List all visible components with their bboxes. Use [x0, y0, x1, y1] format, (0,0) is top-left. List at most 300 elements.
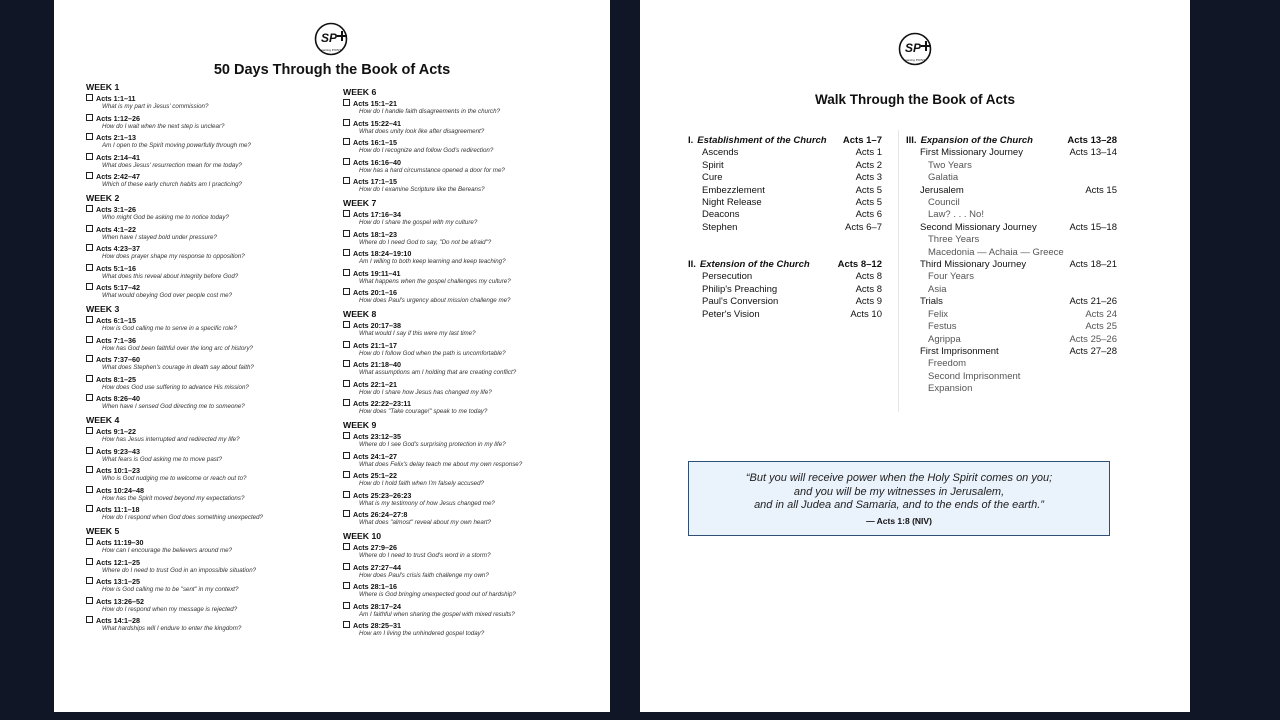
reading-reference: Acts 17:1–15: [353, 177, 397, 186]
reading-row: [343, 230, 603, 239]
outline-row: [688, 185, 882, 197]
outline-reference: Acts 8: [855, 271, 882, 283]
reading-item: [86, 616, 346, 633]
reflection-question: How has Jesus interrupted and redirected my life?: [102, 436, 240, 443]
reading-row: [86, 114, 346, 123]
checkbox[interactable]: [343, 177, 350, 184]
reading-item: [86, 244, 346, 261]
checkbox[interactable]: [343, 602, 350, 609]
section-title: Extension of the Church: [699, 259, 810, 270]
outline-section-expansion: [906, 135, 1117, 396]
quote-text: [689, 472, 1109, 513]
outline-reference: Acts 15–18: [1069, 221, 1117, 233]
reflection-question: What would I say if this were my last time?: [359, 330, 476, 337]
reflection-question: How do I examine Scripture like the Bereans?: [359, 186, 485, 193]
outline-row: [906, 271, 1117, 283]
checkbox[interactable]: [86, 94, 93, 101]
checkbox[interactable]: [86, 283, 93, 290]
checkbox[interactable]: [343, 399, 350, 406]
reading-item: [86, 264, 346, 281]
reflection-question: What does Felix's delay teach me about my own response?: [359, 460, 523, 468]
reading-item: [86, 225, 346, 242]
outline-label: Peter's Vision: [702, 308, 760, 320]
reading-item: [86, 394, 346, 411]
outline-row: [906, 309, 1117, 321]
reflection-question: Which of these early church habits am I practicing?: [102, 181, 242, 188]
outline-label: Galatia: [928, 172, 959, 184]
section-number: III.: [906, 135, 917, 146]
week-heading: WEEK 9: [343, 420, 377, 430]
reading-item: [86, 336, 346, 353]
reading-reference: Acts 22:1–21: [353, 379, 397, 389]
checkbox[interactable]: [86, 153, 93, 160]
reading-reference: Acts 6:1–15: [96, 316, 136, 325]
outline-reference: Acts 15: [1085, 184, 1117, 196]
reading-item: [86, 355, 346, 372]
section-number: I.: [688, 135, 694, 146]
reading-row: [343, 288, 603, 297]
checkbox[interactable]: [86, 394, 93, 401]
outline-row: [688, 197, 882, 209]
column-divider: [898, 130, 899, 412]
week-heading: WEEK 10: [343, 531, 382, 541]
reading-reference: Acts 2:14–41: [96, 152, 140, 162]
reflection-question: Where do I need God to say, "Do not be afraid"?: [359, 238, 492, 246]
reading-reference: Acts 28:17–24: [353, 601, 401, 611]
outline-row: [906, 358, 1117, 370]
checkbox[interactable]: [86, 172, 93, 179]
week-heading: WEEK 5: [86, 526, 120, 536]
week-heading: WEEK 3: [86, 304, 120, 314]
outline-label: Cure: [702, 172, 723, 184]
reflection-question: When have I sensed God directing me to someone?: [102, 403, 245, 410]
checkbox[interactable]: [343, 119, 350, 126]
outline-label: Expansion: [928, 383, 973, 395]
reading-row: [86, 225, 346, 234]
outline-section-extension: [688, 259, 882, 321]
reading-row: [86, 205, 346, 214]
outline-row: [906, 197, 1117, 209]
reading-reference: Acts 19:11–41: [353, 268, 401, 278]
outline-row: [906, 160, 1117, 172]
outline-row: [688, 271, 882, 283]
reading-row: [343, 452, 603, 461]
outline-row: [688, 147, 882, 159]
reading-item: [343, 269, 603, 286]
checkbox[interactable]: [86, 427, 93, 434]
reading-row: [86, 133, 346, 142]
reading-item: [86, 558, 346, 575]
weeks-column-left: [86, 82, 346, 636]
reading-reference: Acts 9:23–43: [96, 446, 140, 456]
reading-row: [86, 538, 346, 547]
reflection-question: Where do I see God's surprising protection in my life?: [359, 441, 506, 448]
checkbox[interactable]: [86, 375, 93, 382]
page-title: 50 Days Through the Book of Acts: [213, 62, 451, 78]
week-heading: WEEK 6: [343, 87, 377, 97]
reflection-question: How do I share how Jesus has changed my life?: [359, 388, 492, 396]
checkbox[interactable]: [343, 269, 350, 276]
reading-row: [86, 336, 346, 345]
acts-outline-page: [640, 0, 1190, 712]
reflection-question: Where do I need to trust God in an impossible situation?: [102, 566, 257, 574]
reflection-question: How does Paul's urgency about mission challenge me?: [359, 297, 511, 304]
reading-item: [343, 510, 603, 527]
outline-reference: Acts 9: [855, 296, 882, 308]
outline-row: [906, 383, 1117, 395]
reflection-question: What hardships will I endure to enter the kingdom?: [102, 625, 242, 632]
reading-item: [86, 577, 346, 594]
reading-reference: Acts 22:22–23:11: [353, 399, 411, 408]
checkbox[interactable]: [343, 230, 350, 237]
outline-reference: Acts 1: [855, 147, 882, 159]
week-heading: WEEK 7: [343, 198, 377, 208]
reading-reference: Acts 4:23–37: [96, 244, 140, 253]
reflection-question: What does unity look like after disagreement?: [359, 127, 485, 135]
reading-row: [86, 283, 346, 292]
outline-row: [906, 222, 1117, 234]
checkbox[interactable]: [343, 563, 350, 570]
reading-reference: Acts 15:1–21: [353, 99, 397, 108]
checkbox[interactable]: [86, 447, 93, 454]
reflection-question: How do I hold faith when I'm falsely accused?: [359, 480, 484, 487]
reflection-question: How do I recognize and follow God's redirection?: [359, 147, 494, 154]
reading-reference: Acts 8:26–40: [96, 394, 140, 403]
outline-label: Festus: [928, 321, 957, 333]
reading-reference: Acts 12:1–25: [96, 557, 140, 567]
church-logo: [314, 22, 348, 56]
reading-reference: Acts 11:19–30: [96, 538, 144, 547]
checkbox[interactable]: [86, 225, 93, 232]
outline-label: Four Years: [928, 271, 974, 283]
checkbox[interactable]: [343, 380, 350, 387]
reading-row: [86, 427, 346, 436]
reading-row: [86, 264, 346, 273]
reflection-question: How does Paul's crisis faith challenge my own?: [359, 571, 489, 579]
checkbox[interactable]: [343, 341, 350, 348]
checkbox[interactable]: [86, 244, 93, 251]
weeks-column-right: [343, 87, 603, 641]
checkbox[interactable]: [86, 133, 93, 140]
week-heading: WEEK 8: [343, 309, 377, 319]
reading-row: [343, 249, 603, 258]
reading-item: [86, 375, 346, 392]
reading-item: [86, 172, 346, 189]
reflection-question: How can I encourage the believers around me?: [102, 547, 233, 554]
reflection-question: How does God use suffering to advance His mission?: [102, 383, 249, 391]
outline-row: [688, 172, 882, 184]
outline-label: Embezzlement: [702, 184, 765, 196]
reading-item: [86, 114, 346, 131]
outline-label: Macedonia — Achaia — Greece: [928, 246, 1064, 258]
reading-item: [343, 621, 603, 638]
reading-reference: Acts 13:26–52: [96, 596, 144, 606]
outline-reference: Acts 25–26: [1069, 333, 1117, 345]
reading-item: [343, 99, 603, 116]
section-heading: [906, 135, 1117, 147]
reflection-question: How do I wait when the next step is unclear?: [102, 122, 225, 130]
quote-citation: — Acts 1:8 (NIV): [866, 515, 932, 526]
section-title: Expansion of the Church: [920, 135, 1033, 146]
reflection-question: How has God been faithful over the long arc of history?: [102, 344, 253, 352]
outline-label: First Imprisonment: [920, 345, 999, 357]
checkbox[interactable]: [86, 597, 93, 604]
reading-reference: Acts 3:1–26: [96, 205, 136, 214]
reading-item: [86, 427, 346, 444]
reading-row: [343, 602, 603, 611]
reading-item: [343, 210, 603, 227]
outline-label: Third Missionary Journey: [920, 259, 1027, 271]
reading-reference: Acts 18:1–23: [353, 229, 397, 239]
reading-item: [86, 205, 346, 222]
outline-row: [688, 309, 882, 321]
reading-reference: Acts 16:1–15: [353, 138, 397, 147]
section-heading-left: [688, 259, 810, 271]
reflection-question: How has a hard circumstance opened a door for me?: [359, 166, 505, 174]
reflection-question: How do I handle faith disagreements in the church?: [359, 108, 501, 115]
reading-row: [86, 597, 346, 606]
reading-row: [86, 558, 346, 567]
reading-reference: Acts 28:1–16: [353, 582, 397, 591]
checkbox[interactable]: [86, 336, 93, 343]
checkbox[interactable]: [343, 582, 350, 589]
checkbox[interactable]: [86, 577, 93, 584]
reading-row: [86, 244, 346, 253]
outline-reference: Acts 13–14: [1069, 147, 1117, 159]
reflection-question: What happens when the gospel challenges my culture?: [359, 277, 511, 285]
reading-reference: Acts 21:1–17: [353, 340, 397, 350]
page-title: Walk Through the Book of Acts: [815, 92, 1015, 107]
reflection-question: How does prayer shape my response to opposition?: [102, 253, 245, 260]
outline-row: [906, 284, 1117, 296]
outline-reference: Acts 27–28: [1069, 345, 1117, 357]
reading-item: [86, 447, 346, 464]
outline-label: Freedom: [928, 358, 967, 370]
reflection-question: How is God calling me to be "sent" in my context?: [102, 586, 239, 593]
outline-label: Jerusalem: [920, 184, 964, 196]
reading-item: [86, 597, 346, 614]
checkbox[interactable]: [343, 510, 350, 517]
checkbox[interactable]: [343, 288, 350, 295]
checkbox[interactable]: [86, 205, 93, 212]
reading-reference: Acts 10:1–23: [96, 466, 140, 475]
outline-row: [906, 172, 1117, 184]
reading-row: [86, 466, 346, 475]
checkbox[interactable]: [343, 471, 350, 478]
checkbox[interactable]: [86, 538, 93, 545]
outline-reference: Acts 18–21: [1069, 259, 1117, 271]
reading-reference: Acts 8:1–25: [96, 374, 136, 384]
reading-row: [343, 210, 603, 219]
reading-item: [86, 538, 346, 555]
reflection-question: What fears is God asking me to move past?: [102, 455, 223, 463]
reading-reference: Acts 18:24–19:10: [353, 249, 412, 258]
checkbox[interactable]: [343, 158, 350, 165]
reading-row: [343, 471, 603, 480]
reading-item: [86, 94, 346, 111]
outline-label: Felix: [928, 308, 949, 320]
outline-row: [906, 259, 1117, 271]
checkbox[interactable]: [86, 466, 93, 473]
reading-row: [343, 621, 603, 630]
reading-item: [343, 452, 603, 469]
outline-label: Philip's Preaching: [702, 283, 778, 295]
reflection-question: Am I willing to both keep learning and keep teaching?: [359, 258, 506, 265]
reading-item: [86, 466, 346, 483]
outline-row: [688, 296, 882, 308]
reading-reference: Acts 26:24–27:8: [353, 510, 408, 519]
outline-label: Agrippa: [928, 333, 961, 345]
checkbox[interactable]: [343, 99, 350, 106]
reflection-question: How is God calling me to serve in a specific role?: [102, 325, 237, 332]
quote-line: and in all Judea and Samaria, and to the ends of the earth.”: [754, 499, 1044, 511]
outline-row: [906, 334, 1117, 346]
quote-line: and you will be my witnesses in Jerusalem,: [793, 485, 1005, 498]
reading-row: [86, 375, 346, 384]
reading-row: [86, 94, 346, 103]
reflection-question: Where do I need to trust God's word in a storm?: [359, 552, 491, 559]
outline-reference: Acts 5: [855, 197, 882, 209]
reading-item: [343, 432, 603, 449]
reading-row: [86, 505, 346, 514]
outline-row: [688, 160, 882, 172]
outline-reference: Acts 21–26: [1069, 296, 1117, 308]
reading-row: [343, 138, 603, 147]
reading-item: [343, 341, 603, 358]
scripture-quote-box: [688, 461, 1110, 536]
reading-item: [86, 283, 346, 300]
reading-row: [343, 119, 603, 128]
outline-row: [906, 147, 1117, 159]
reading-reference: Acts 25:1–22: [353, 471, 397, 480]
reading-reference: Acts 5:1–16: [96, 263, 136, 273]
checkbox[interactable]: [343, 360, 350, 367]
reading-item: [343, 543, 603, 560]
section-range: Acts 8–12: [837, 259, 882, 270]
reading-item: [343, 582, 603, 599]
reading-item: [343, 158, 603, 175]
reading-row: [343, 510, 603, 519]
checkbox[interactable]: [343, 210, 350, 217]
section-range: Acts 1–7: [842, 135, 882, 146]
checkbox[interactable]: [343, 491, 350, 498]
checkbox[interactable]: [86, 355, 93, 362]
outline-reference: Acts 24: [1085, 308, 1117, 320]
checkbox[interactable]: [86, 486, 93, 493]
logo-text: SP: [320, 31, 338, 45]
checkbox[interactable]: [86, 114, 93, 121]
outline-reference: Acts 25: [1085, 321, 1117, 333]
outline-row: [688, 222, 882, 234]
reflection-question: Who is God nudging me to welcome or reach out to?: [102, 475, 247, 482]
outline-row: [688, 209, 882, 221]
reading-reference: Acts 2:42–47: [96, 172, 140, 181]
reading-reference: Acts 17:16–34: [353, 210, 401, 219]
checkbox[interactable]: [86, 616, 93, 623]
outline-section-establishment: [688, 135, 882, 234]
reading-row: [86, 447, 346, 456]
outline-reference: Acts 6: [855, 209, 882, 221]
section-title: Establishment of the Church: [697, 135, 827, 146]
outline-row: [688, 284, 882, 296]
reading-item: [343, 399, 603, 416]
reading-item: [86, 316, 346, 333]
outline-label: Stephen: [702, 221, 738, 233]
reading-item: [343, 288, 603, 305]
reflection-question: What is my part in Jesus' commission?: [102, 103, 209, 110]
reading-item: [343, 602, 603, 619]
reading-row: [86, 153, 346, 162]
checkbox[interactable]: [343, 432, 350, 439]
reading-row: [343, 432, 603, 441]
reading-row: [86, 316, 346, 325]
reading-item: [86, 486, 346, 503]
reflection-question: When have I stayed bold under pressure?: [102, 233, 217, 241]
outline-label: Paul's Conversion: [702, 296, 779, 308]
logo-subtext: starting POINT: [321, 48, 341, 52]
reflection-question: How has the Spirit moved beyond my expectations?: [102, 494, 245, 502]
reflection-question: What does Stephen's courage in death say about faith?: [102, 364, 254, 371]
outline-label: Night Release: [702, 197, 762, 209]
reading-row: [86, 172, 346, 181]
reflection-question: What does "almost" reveal about my own heart?: [359, 519, 491, 526]
reading-row: [86, 355, 346, 364]
reading-item: [343, 138, 603, 155]
checkbox[interactable]: [343, 138, 350, 145]
reading-item: [343, 119, 603, 136]
checkbox[interactable]: [86, 505, 93, 512]
reading-row: [343, 543, 603, 552]
section-heading-left: [688, 135, 827, 147]
reading-row: [343, 399, 603, 408]
outline-label: Asia: [928, 283, 947, 295]
reading-reference: Acts 13:1–25: [96, 577, 140, 586]
checkbox[interactable]: [86, 264, 93, 271]
outline-reference: Acts 10: [850, 308, 882, 320]
reading-item: [343, 249, 603, 266]
reading-reference: Acts 2:1–13: [96, 133, 136, 142]
reading-item: [86, 153, 346, 170]
reading-item: [86, 133, 346, 150]
reflection-question: How does "Take courage!" speak to me today?: [359, 408, 488, 415]
checkbox[interactable]: [343, 321, 350, 328]
reading-reference: Acts 11:1–18: [96, 505, 140, 514]
outline-label: Two Years: [928, 159, 972, 171]
reading-reference: Acts 24:1–27: [353, 451, 397, 461]
reading-row: [86, 577, 346, 586]
outline-reference: Acts 3: [855, 172, 882, 184]
outline-label: Three Years: [928, 234, 980, 246]
checkbox[interactable]: [86, 316, 93, 323]
checkbox[interactable]: [343, 452, 350, 459]
outline-row: [906, 346, 1117, 358]
checkbox[interactable]: [343, 543, 350, 550]
checkbox[interactable]: [343, 249, 350, 256]
reading-reference: Acts 4:1–22: [96, 224, 136, 234]
reflection-question: Who might God be asking me to notice today?: [102, 214, 229, 221]
reading-row: [86, 394, 346, 403]
reflection-question: What would obeying God over people cost me?: [102, 292, 233, 299]
reading-item: [343, 380, 603, 397]
checkbox[interactable]: [343, 621, 350, 628]
week-heading: WEEK 1: [86, 82, 120, 92]
reading-reference: Acts 9:1–22: [96, 427, 136, 436]
reading-item: [343, 177, 603, 194]
outline-row: [906, 371, 1117, 383]
reflection-question: How am I living the unhindered gospel today?: [359, 630, 485, 637]
checkbox[interactable]: [86, 558, 93, 565]
reading-reference: Acts 14:1–28: [96, 616, 140, 625]
